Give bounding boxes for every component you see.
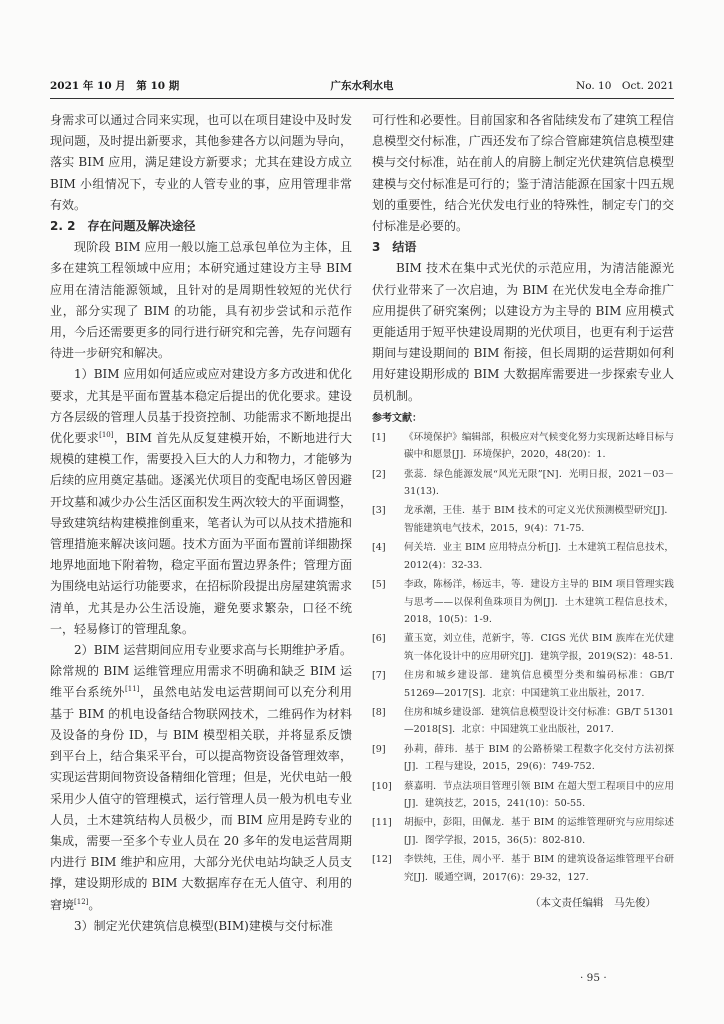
paragraph-item-2: 2）BIM 运营期间应用专业要求高与长期维护矛盾。除常规的 BIM 运维管理应用需求不明确和缺乏 BIM 运维平台系统外[11]，虽然电站发电运营期间可以充分利用基于 BIM 的机电设备结合物联网技术，二维码作为材料及设备的身份 ID，与 BIM 模型相关联，并将显系反馈到平台上，结合集采平台，可以提高物资设备管理效率，实现运营期间物资设备精细化管理；但是，光伏电站一般采用少人值守的管理模式，运行管理人员一般为机电专业人员，土木建筑结构人员极少，而 BIM 应用是跨专业的集成，需要一至多个专业人员在 20 多年的发电运营周期内进行 BIM 维护和应用，大部分光伏电站均缺乏人员支撑，建设期形成的 BIM 大数据库存在无人值守、利用的窘境[12]。 [50,643,352,912]
reference-number: [12] [372,854,392,866]
journal-title: 广东水利水电 [330,80,394,92]
reference-item [372,502,674,537]
paragraph-item-3: 3）制定光伏建筑信息模型(BIM)建模与交付标准 [74,918,333,933]
paragraph-conclusion: BIM 技术在集中式光伏的示范应用，为清洁能源光伏行业带来了一次启迪，为 BIM 在光伏发电全寿命推广应用提供了研究案例；以建设方为主导的 BIM 应用模式更能适用于短平快建设周期的光伏项目，也更有利于运营期间与建设期间的 BIM 衔接，但长周期的运营期如何利用好建设期形成的 BIM 大数据库需要进一步探索专业人员机制。 [372,261,674,403]
citation-12: [12] [74,897,89,906]
reference-list [372,429,674,886]
reference-item [372,704,674,739]
reference-text: 《环境保护》编辑部，积极应对气候变化努力实现新达峰目标与碳中和愿景[J]．环境保护，2020，48(20)：1. [404,431,674,461]
paragraph-problems: 现阶段 BIM 应用一般以施工总承包单位为主体，且多在建筑工程领域中应用；本研究通过建设方主导 BIM 应用在清洁能源领域，且针对的是周期性较短的光伏行业，部分实现了 BIM 的功能，具有初步尝试和示范作用，今后还需要更多的同行进行研究和完善，先存问题有待进一步研究和解决。 [50,240,352,361]
reference-item [372,539,674,574]
reference-number: [9] [372,743,386,755]
paragraph-feasibility: 可行性和必要性。目前国家和各省陆续发布了建筑工程信息模型交付标准，广西还发布了综合管廊建筑信息模型建模与交付标准，站在前人的肩膀上制定光伏建筑信息模型建模与交付标准是可行的；鉴于清洁能源在国家十四五规划的重要性，结合光伏发电行业的特殊性，制定专门的交付标准是必要的。 [372,113,674,234]
reference-text: 董玉宽，刘立佳，范新宇，等．CIGS 光伏 BIM 族库在光伏建筑一体化设计中的应用研究[J]．建筑学报，2019(S2)：48-51. [404,633,674,662]
reference-item [372,778,674,813]
reference-text: 蔡嘉明．节点法项目管理引领 BIM 在超大型工程项目中的应用[J]．建筑技艺，2015，241(10)：50-55. [404,780,674,809]
reference-item [372,466,674,501]
reference-text: 龙承潮，王佳．基于 BIM 技术的可定义光伏预测模型研究[J]．智能建筑电气技术，2015，9(4)：71-75. [404,505,674,534]
section-heading-3: 3 结语 [372,240,417,255]
reference-item [372,814,674,849]
reference-number: [1] [372,431,386,443]
reference-item [372,741,674,776]
reference-text: 何关培．业主 BIM 应用特点分析[J]．土木建筑工程信息技术，2012(4)：32-33. [404,542,674,571]
references-heading: 参考文献： [372,412,422,424]
reference-number: [11] [372,817,392,829]
header-rule [50,98,674,99]
reference-number: [2] [372,468,386,480]
reference-text: 李政，陈杨洋，杨远丰，等．建设方主导的 BIM 项目管理实践与思考——以保利鱼珠项目为例[J]．土木建筑工程信息技术，2018，10(5)：1-9. [404,579,674,625]
reference-text: 李铁纯，王佳，周小平．基于 BIM 的建筑设备运维管理平台研究[J]．暖通空调，2017(6)：29-32，127. [404,854,674,883]
reference-item [372,851,674,886]
paragraph-continued: 身需求可以通过合同来实现，也可以在项目建设中及时发现问题，及时提出新要求，其他参建各方以问题为导向，落实 BIM 应用，满足建设方新要求；尤其在建设方成立 BIM 小组情况下，专业的人管专业的事，应用管理非常有效。 [50,113,352,212]
reference-item [372,667,674,702]
reference-text: 住房和城乡建设部．建筑信息模型分类和编码标准：GB/T 51269—2017[S]．北京：中国建筑工业出版社，2017. [404,670,674,699]
right-column [372,110,674,912]
reference-text: 胡振中，彭阳，田佩龙．基于 BIM 的运维管理研究与应用综述[J]．图学学报，2015，36(5)：802-810. [404,817,674,846]
reference-number: [10] [372,780,392,792]
reference-item [372,630,674,665]
reference-text: 孙莉，薛玮．基于 BIM 的公路桥梁工程数字化交付方法初探[J]．工程与建设，2015，29(6)：749-752. [404,743,674,773]
editor-note: （本文责任编辑 马先俊） [530,897,656,909]
reference-number: [7] [372,670,386,682]
citation-11: [11] [125,685,140,694]
reference-item [372,576,674,628]
issue-number: No. 10 Oct. 2021 [576,80,674,92]
page-number: · 95 · [580,972,607,984]
reference-number: [6] [372,633,386,645]
reference-item [372,429,674,464]
reference-text: 张蕊．绿色能源发展“风光无限”[N]．光明日报，2021－03－31(13). [404,468,674,498]
running-header [50,78,674,96]
reference-number: [8] [372,706,386,718]
section-heading-2-2: 2. 2 存在问题及解决途径 [50,219,196,234]
citation-10: [10] [99,431,114,440]
paragraph-item-1: 1）BIM 应用如何适应或应对建设方多方改进和优化要求，尤其是平面布置基本稳定后提出的优化要求。建设方各层级的管理人员基于投资控制、功能需求不断地提出优化要求[10]，BIM 首先从反复建模开始，不断地进行大规模的建模工作，需要投入巨大的人力和物力，才能够为后续的应用奠定基础。逐溪光伏项目的变配电场区曾因避开坟墓和减少办公生活区面积发生两次较大的平面调整，导致建筑结构建模推倒重来，笔者认为可以从技术措施和管理措施来解决该问题。技术方面为平面布置前详细勘探地界地面地下附着物，稳定平面布置边界条件；管理方面为围绕电站运行功能要求，在招标阶段提出房屋建筑需求清单，尤其是办公生活设施，避免要求繁杂，口径不统一，轻易修订的管理乱象。 [50,367,352,636]
reference-text: 住房和城乡建设部．建筑信息模型设计交付标准：GB/T 51301—2018[S]．北京：中国建筑工业出版社，2017. [404,706,674,736]
issue-date: 2021 年 10 月 第 10 期 [50,80,180,92]
reference-number: [3] [372,505,386,517]
reference-number: [4] [372,542,386,554]
left-column [50,110,352,937]
reference-number: [5] [372,579,386,591]
